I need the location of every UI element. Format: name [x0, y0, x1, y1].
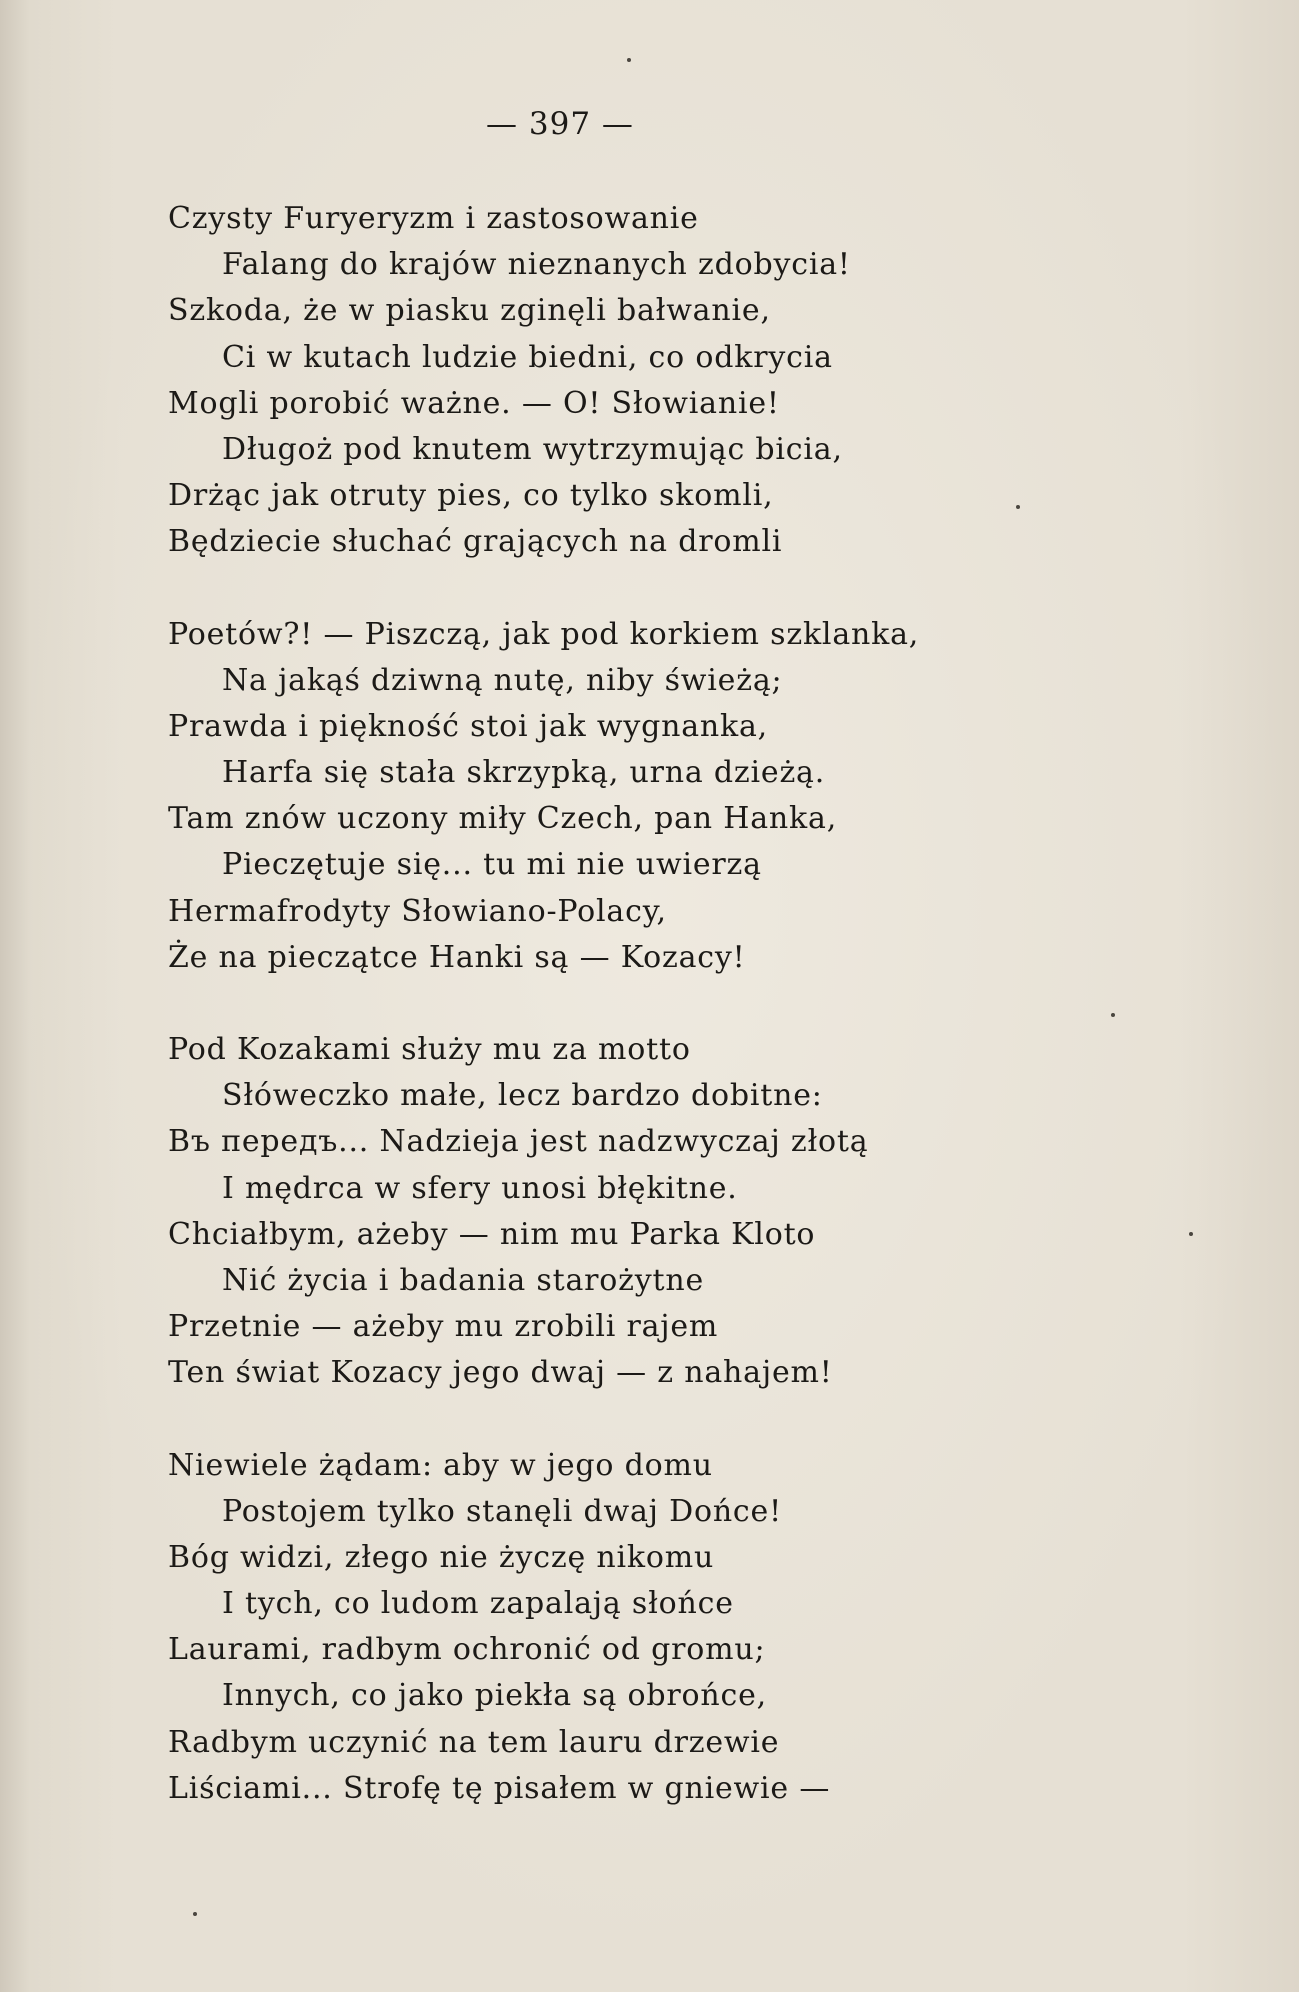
verse-line: Pieczętuje się... tu mi nie uwierzą: [222, 847, 762, 883]
verse-line: Ci w kutach ludzie biedni, co odkrycia: [222, 339, 833, 375]
verse-line: Chciałbym, ażeby — nim mu Parka Kloto: [168, 1216, 816, 1252]
verse-line: Szkoda, że w piasku zginęli bałwanie,: [168, 293, 771, 329]
stanza: [168, 1027, 1218, 1397]
verse-line: Bóg widzi, złego nie życzę nikomu: [168, 1539, 715, 1575]
verse-line: Prawda i piękność stoi jak wygnanka,: [168, 708, 769, 744]
verse-line: Postojem tylko stanęli dwaj Dońce!: [222, 1493, 782, 1529]
verse-line: I mędrca w sfery unosi błękitne.: [222, 1170, 738, 1206]
stanza: [168, 1443, 1218, 1813]
verse-line: Długoż pod knutem wytrzymując bicia,: [222, 431, 843, 467]
verse-line: Falang do krajów nieznanych zdobycia!: [222, 247, 851, 283]
verse-line: Radbym uczynić na tem lauru drzewie: [168, 1724, 780, 1760]
verse-line: Słóweczko małe, lecz bardzo dobitne:: [222, 1078, 823, 1114]
verse-line: Tam znów uczony miły Czech, pan Hanka,: [168, 801, 838, 837]
paper-speck: [193, 1912, 197, 1916]
verse-line: Niewiele żądam: aby w jego domu: [168, 1447, 713, 1483]
paper-speck: [627, 58, 631, 62]
verse-line: Przetnie — ażeby mu zrobili rajem: [168, 1309, 719, 1345]
verse-line: Czysty Furyeryzm i zastosowanie: [168, 201, 699, 236]
verse-line: Laurami, radbym ochronić od gromu;: [168, 1632, 766, 1668]
verse-line: Pod Kozakami służy mu za motto: [168, 1032, 691, 1067]
stanza: [168, 196, 1218, 566]
verse-line: Въ передъ... Nadzieja jest nadzwyczaj złotą: [168, 1124, 869, 1160]
paper-speck: [1016, 505, 1020, 509]
page-number: — 397 —: [486, 106, 634, 142]
verse-line: Hermafrodyty Słowiano-Polacy,: [168, 893, 667, 929]
stanza: [168, 612, 1218, 982]
verse-line: Że na pieczątce Hanki są — Kozacy!: [168, 939, 746, 975]
verse-line: I tych, co ludom zapalają słońce: [222, 1586, 734, 1622]
verse-line: Ten świat Kozacy jego dwaj — z nahajem!: [168, 1355, 833, 1391]
verse-line: Harfa się stała skrzypką, urna dzieżą.: [222, 755, 826, 791]
verse-line: Nić życia i badania starożytne: [222, 1262, 705, 1298]
verse-line: Poetów?! — Piszczą, jak pod korkiem szklanka,: [168, 616, 920, 652]
verse-line: Będziecie słuchać grających na dromli: [168, 524, 783, 560]
verse-line: Drżąc jak otruty pies, co tylko skomli,: [168, 478, 774, 514]
verse-line: Liściami... Strofę tę pisałem w gniewie —: [168, 1770, 831, 1806]
verse-line: Na jakąś dziwną nutę, niby świeżą;: [222, 662, 783, 698]
paper-speck: [1111, 1013, 1115, 1017]
verse-line: Innych, co jako piekła są obrońce,: [222, 1678, 767, 1714]
paper-speck: [1189, 1232, 1193, 1236]
verse-line: Mogli porobić ważne. — O! Słowianie!: [168, 385, 780, 421]
poem-text: [168, 196, 1218, 1858]
